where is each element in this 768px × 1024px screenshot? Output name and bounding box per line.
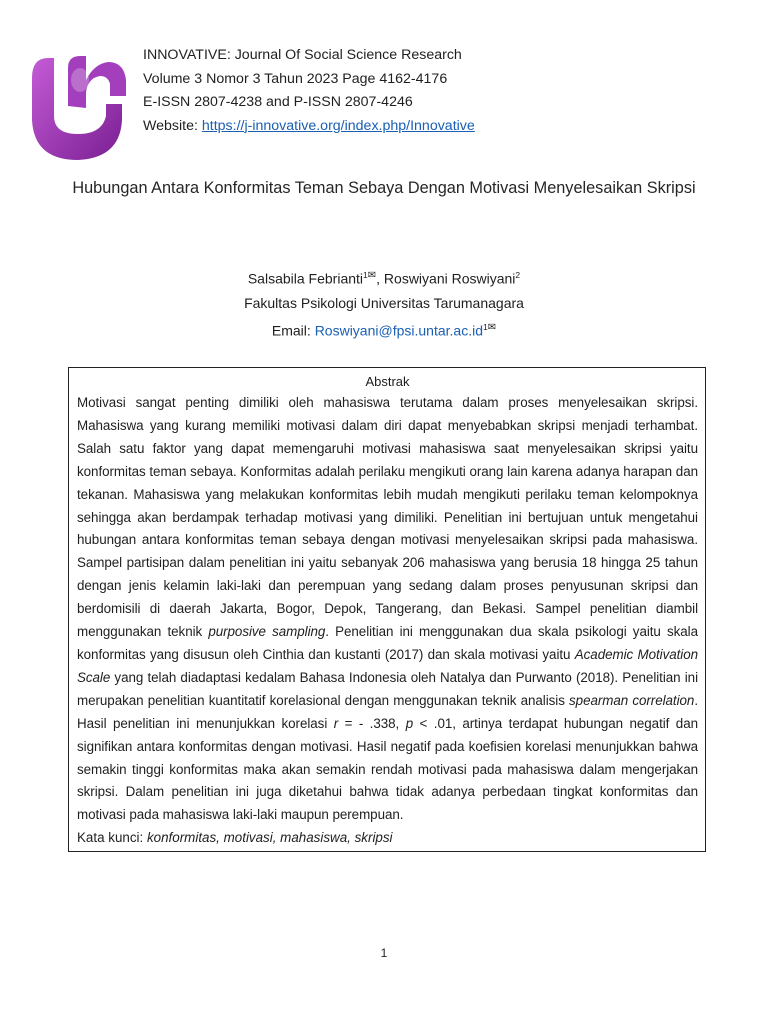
- keywords-list: konformitas, motivasi, mahasiswa, skripsi: [146, 830, 393, 846]
- keywords-label: Kata kunci:: [77, 830, 147, 846]
- website-link[interactable]: https://j-innovative.org/index.php/Innovative: [201, 117, 475, 134]
- authors-block: [0, 263, 768, 342]
- affiliation: Fakultas Psikologi Universitas Tarumanagara: [244, 294, 524, 311]
- email-link[interactable]: Roswiyani@fpsi.untar.ac.id: [314, 322, 483, 339]
- journal-volume: Volume 3 Nomor 3 Tahun 2023 Page 4162-4176: [143, 70, 448, 87]
- author-2-affiliation-mark: 2: [515, 270, 521, 280]
- envelope-icon: ✉: [487, 321, 497, 333]
- page-number: 1: [380, 946, 388, 960]
- abstract-heading: Abstrak: [365, 374, 410, 389]
- email-line: [0, 315, 768, 343]
- email-label: Email:: [271, 322, 315, 339]
- journal-header: [143, 44, 475, 138]
- journal-issn: E-ISSN 2807-4238 and P-ISSN 2807-4246: [143, 94, 413, 110]
- journal-website-line: [143, 115, 475, 139]
- abstract-box: [68, 367, 706, 852]
- author-1-affiliation-mark: 1✉: [363, 270, 377, 281]
- keywords: [77, 827, 698, 849]
- paper-title: Hubungan Antara Konformitas Teman Sebaya Dengan Motivasi Menyelesaikan Skripsi: [72, 179, 696, 197]
- abstract-text: Motivasi sangat penting dimiliki oleh mahasiswa terutama dalam proses menyelesaikan skripsi. Mahasiswa yang kurang memiliki motivasi dalam diri dapat menyebabkan skripsi menjadi terhambat. Salah satu faktor yang dapat memengaruhi motivasi mahasiswa saat menyelesaikan skripsi yaitu konformitas teman sebaya. Konformitas adalah perilaku mengikuti orang lain karena adanya harapan dan tekanan. Mahasiswa yang melakukan konformitas lebih mudah mengikuti perilaku teman kelompoknya sehingga akan berdampak terhadap motivasi yang dimiliki. Penelitian ini bertujuan untuk mengetahui hubungan antara konformitas teman sebaya dengan motivasi menyelesaikan skripsi pada mahasiswa. Sampel partisipan dalam penelitian ini yaitu sebanyak 206 mahasiswa yang berusia 18 hingga 25 tahun dengan jenis kelamin laki-laki dan perempuan yang sedang dalam proses penyusunan skripsi dan berdomisili di daerah Jakarta, Bogor, Depok, Tangerang, dan Bekasi. Sampel penelitian diambil menggunakan teknik purposive sampling. Penelitian ini menggunakan dua skala psikologi yaitu skala konformitas yang disusun oleh Cinthia dan kustanti (2017) dan skala motivasi yaitu Academic Motivation Scale yang telah diadaptasi kedalam Bahasa Indonesia oleh Natalya dan Purwanto (2018). Penelitian ini merupakan penelitian kuantitatif korelasional dengan menggunakan teknik analisis spearman correlation. Hasil penelitian ini menunjukkan korelasi r = - .338, p < .01, artinya terdapat hubungan negatif dan signifikan antara konformitas dengan motivasi. Hasil negatif pada koefisien korelasi menunjukkan bahwa semakin tinggi konformitas maka akan semakin rendah motivasi pada mahasiswa dalam mengerjakan skripsi. Dalam penelitian ini juga diketahui bahwa tidak adanya perbedaan tingkat konformitas dan motivasi pada mahasiswa laki-laki maupun perempuan.: [77, 395, 698, 823]
- website-label: Website:: [143, 117, 202, 134]
- envelope-icon: ✉: [367, 270, 377, 281]
- author-line: Salsabila Febrianti$^{1✉}$, Roswiyani Roswiyani$^2$: [247, 270, 521, 287]
- author-1: Salsabila Febrianti: [247, 270, 364, 287]
- journal-name: INNOVATIVE: Journal Of Social Science Research: [143, 47, 462, 63]
- author-2: Roswiyani Roswiyani: [383, 270, 516, 287]
- email-mark: 1✉: [482, 321, 497, 333]
- journal-logo-icon: [22, 50, 134, 170]
